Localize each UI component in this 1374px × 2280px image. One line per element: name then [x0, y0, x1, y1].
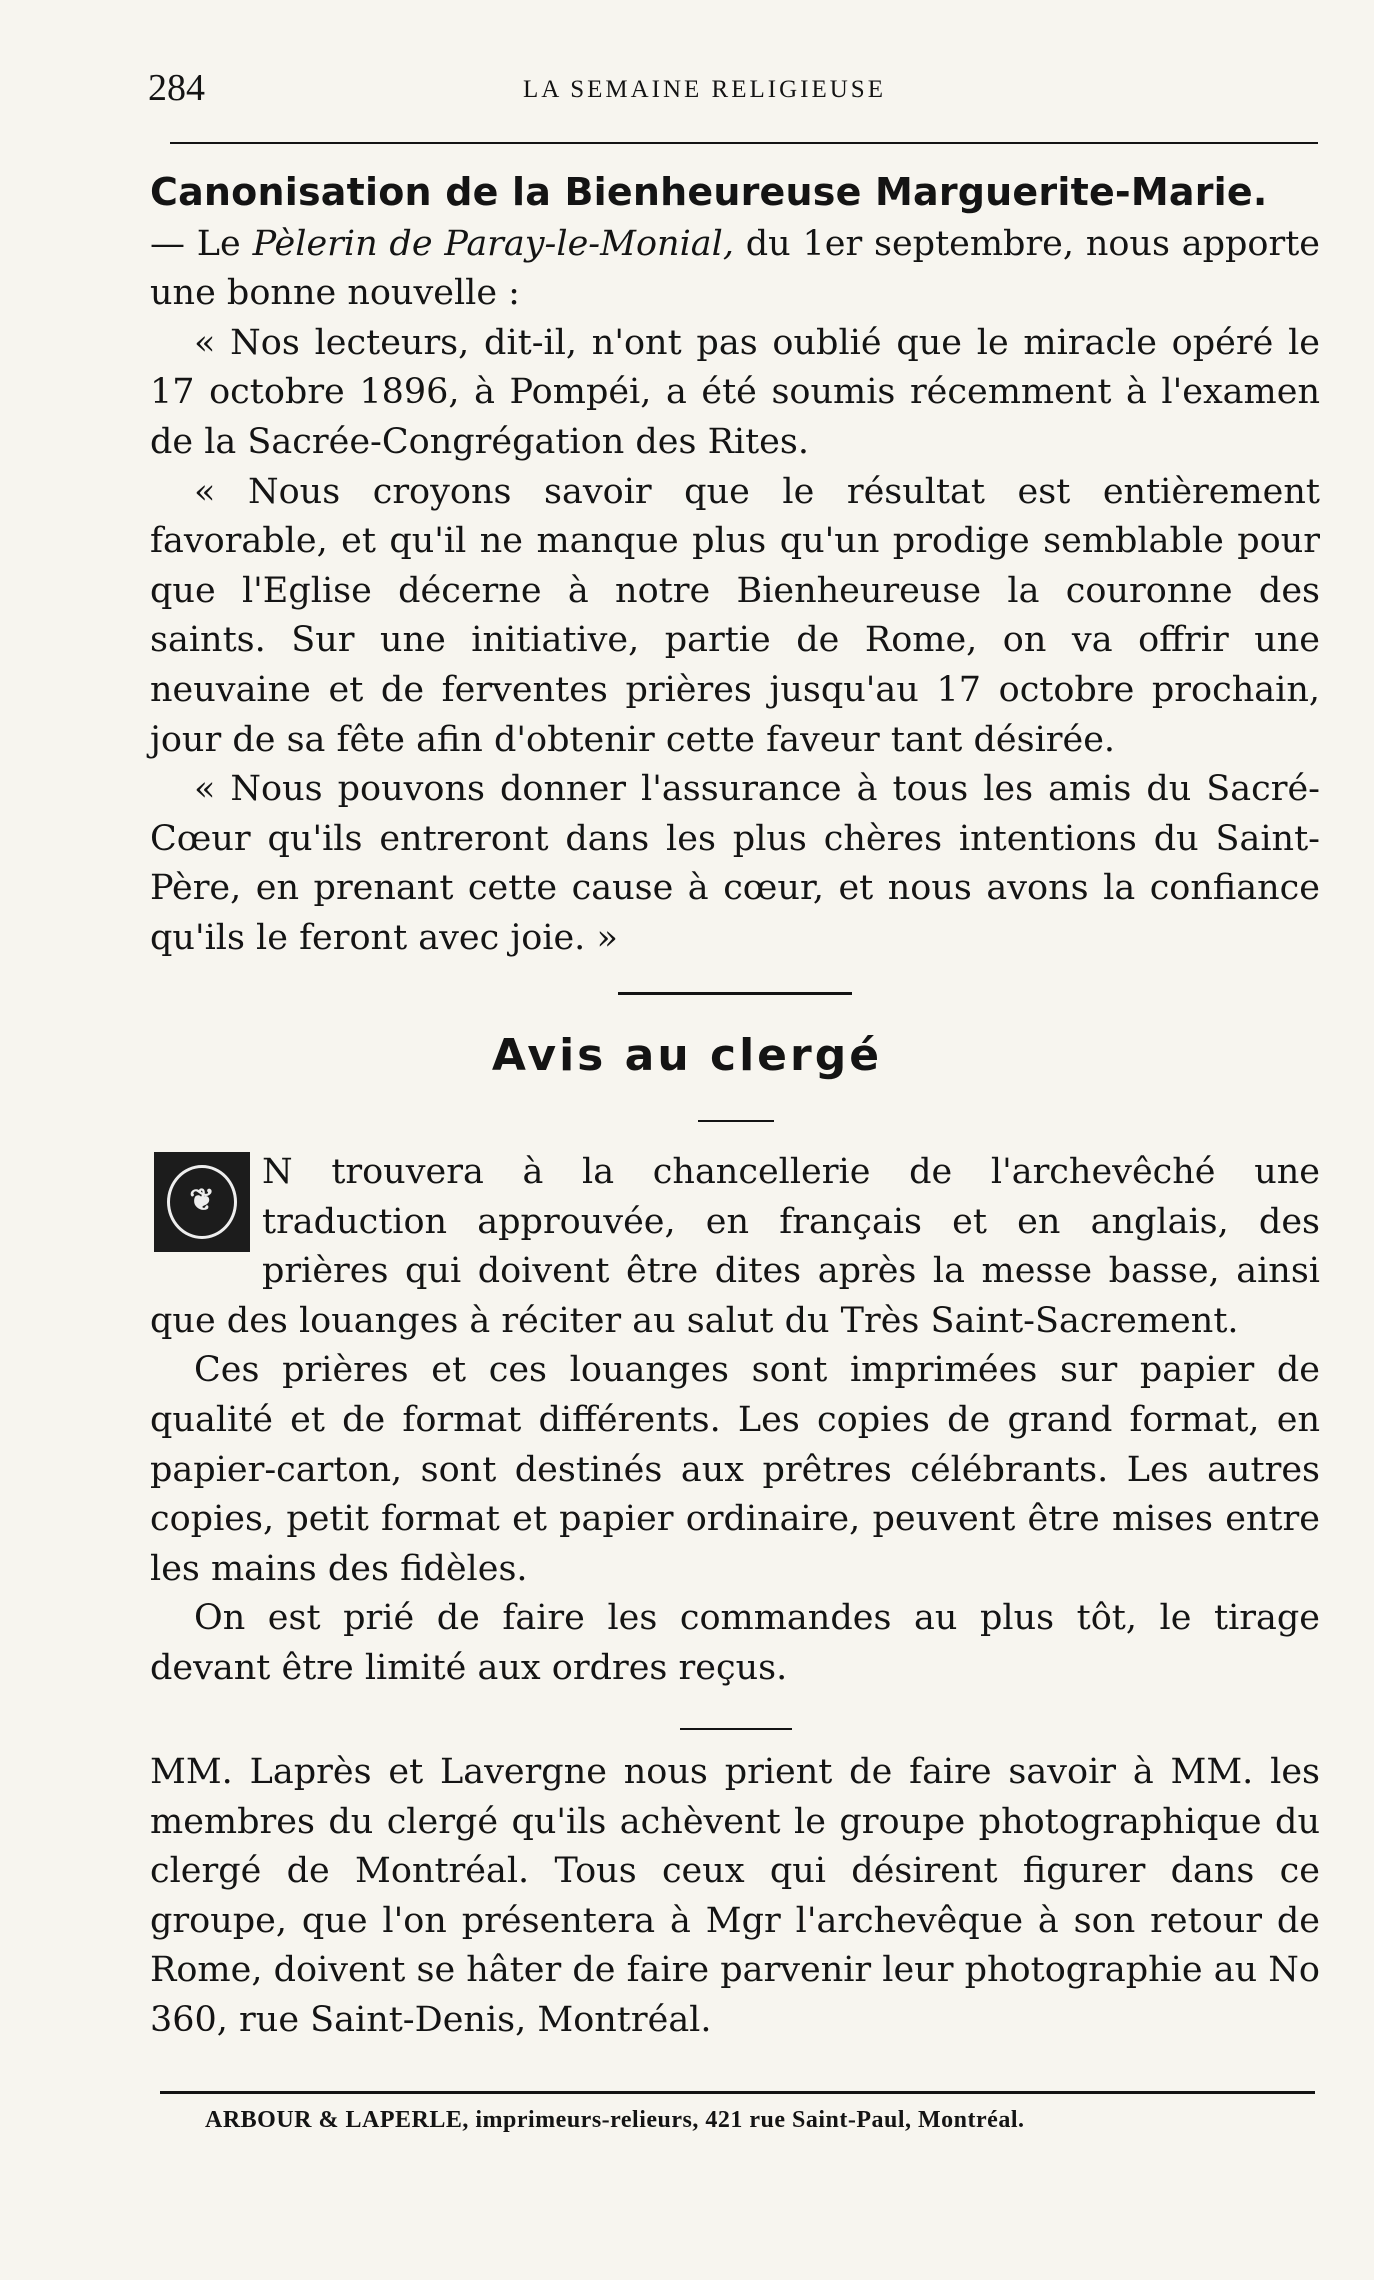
footer-rule [160, 2091, 1315, 2094]
title-underline [698, 1120, 774, 1122]
article-paragraph: N trouvera à la chancellerie de l'archevêché une traduction approuvée, en français et en anglais, des prières qui doivent être dites après la messe basse, ainsi que des louanges à réciter au salut du Très Saint-Sacrement. [150, 1152, 1320, 1341]
article-canonisation [150, 168, 1320, 964]
article-lead [150, 168, 1320, 319]
article-paragraph: Ces prières et ces louanges sont imprimées sur papier de qualité et de format différents. Les copies de grand format, en papier-carton, sont destinés aux prêtres célébrants. Les autres copies, petit format et papier ordinaire, peuvent être mises entre les mains des fidèles. [150, 1350, 1320, 1589]
leaf-ornament-icon: ❦ [167, 1165, 237, 1239]
article-paragraph: « Nous pouvons donner l'assurance à tous les amis du Sacré-Cœur qu'ils entreront dans les plus chères intentions du Saint-Père, en prenant cette cause à cœur, et nous avons la confiance qu'ils le feront avec joie. » [150, 769, 1320, 958]
source-title: Pèlerin de Paray-le-Monial, [252, 223, 734, 264]
intro-dash: — Le [150, 223, 253, 264]
drop-cap-ornament [154, 1152, 250, 1252]
intro-text: du 1er septembre, nous apporte une bonne nouvelle : [150, 223, 1320, 314]
article-paragraph: « Nous croyons savoir que le résultat est entièrement favorable, et qu'il ne manque plus qu'un prodige semblable pour que l'Eglise décerne à notre Bienheureuse la couronne des saints. Sur une initiative, partie de Rome, on va offrir une neuvaine et de ferventes prières jusqu'au 17 octobre prochain, jour de sa fête afin d'obtenir cette faveur tant désirée. [150, 471, 1320, 760]
article-heading: Canonisation de la Bienheureuse Marguerite-Marie. [150, 170, 1268, 214]
running-title: LA SEMAINE RELIGIEUSE [523, 76, 886, 103]
section-title: Avis au clergé [491, 1030, 883, 1081]
printer-imprint: ARBOUR & LAPERLE, imprimeurs-relieurs, 421 rue Saint-Paul, Montréal. [205, 2107, 1025, 2133]
article-paragraph: On est prié de faire les commandes au plus tôt, le tirage devant être limité aux ordres reçus. [150, 1598, 1320, 1688]
article-paragraph: MM. Laprès et Lavergne nous prient de faire savoir à MM. les membres du clergé qu'ils achèvent le groupe photographique du clergé de Montréal. Tous ceux qui désirent figurer dans ce groupe, que l'on présentera à Mgr l'archevêque à son retour de Rome, doivent se hâter de faire parvenir leur photographie au No 360, rue Saint-Denis, Montréal. [150, 1752, 1320, 2040]
article-paragraph: « Nos lecteurs, dit-il, n'ont pas oublié que le miracle opéré le 17 octobre 1896, à Pompéi, a été soumis récemment à l'examen de la Sacrée-Congrégation des Rites. [150, 322, 1320, 462]
page-number: 284 [148, 67, 205, 109]
section-divider [680, 1728, 792, 1730]
section-divider [618, 992, 852, 995]
header-rule [170, 142, 1318, 144]
page-header [148, 66, 1298, 116]
article-notice [150, 1748, 1320, 2046]
article-avis [150, 1148, 1320, 1694]
